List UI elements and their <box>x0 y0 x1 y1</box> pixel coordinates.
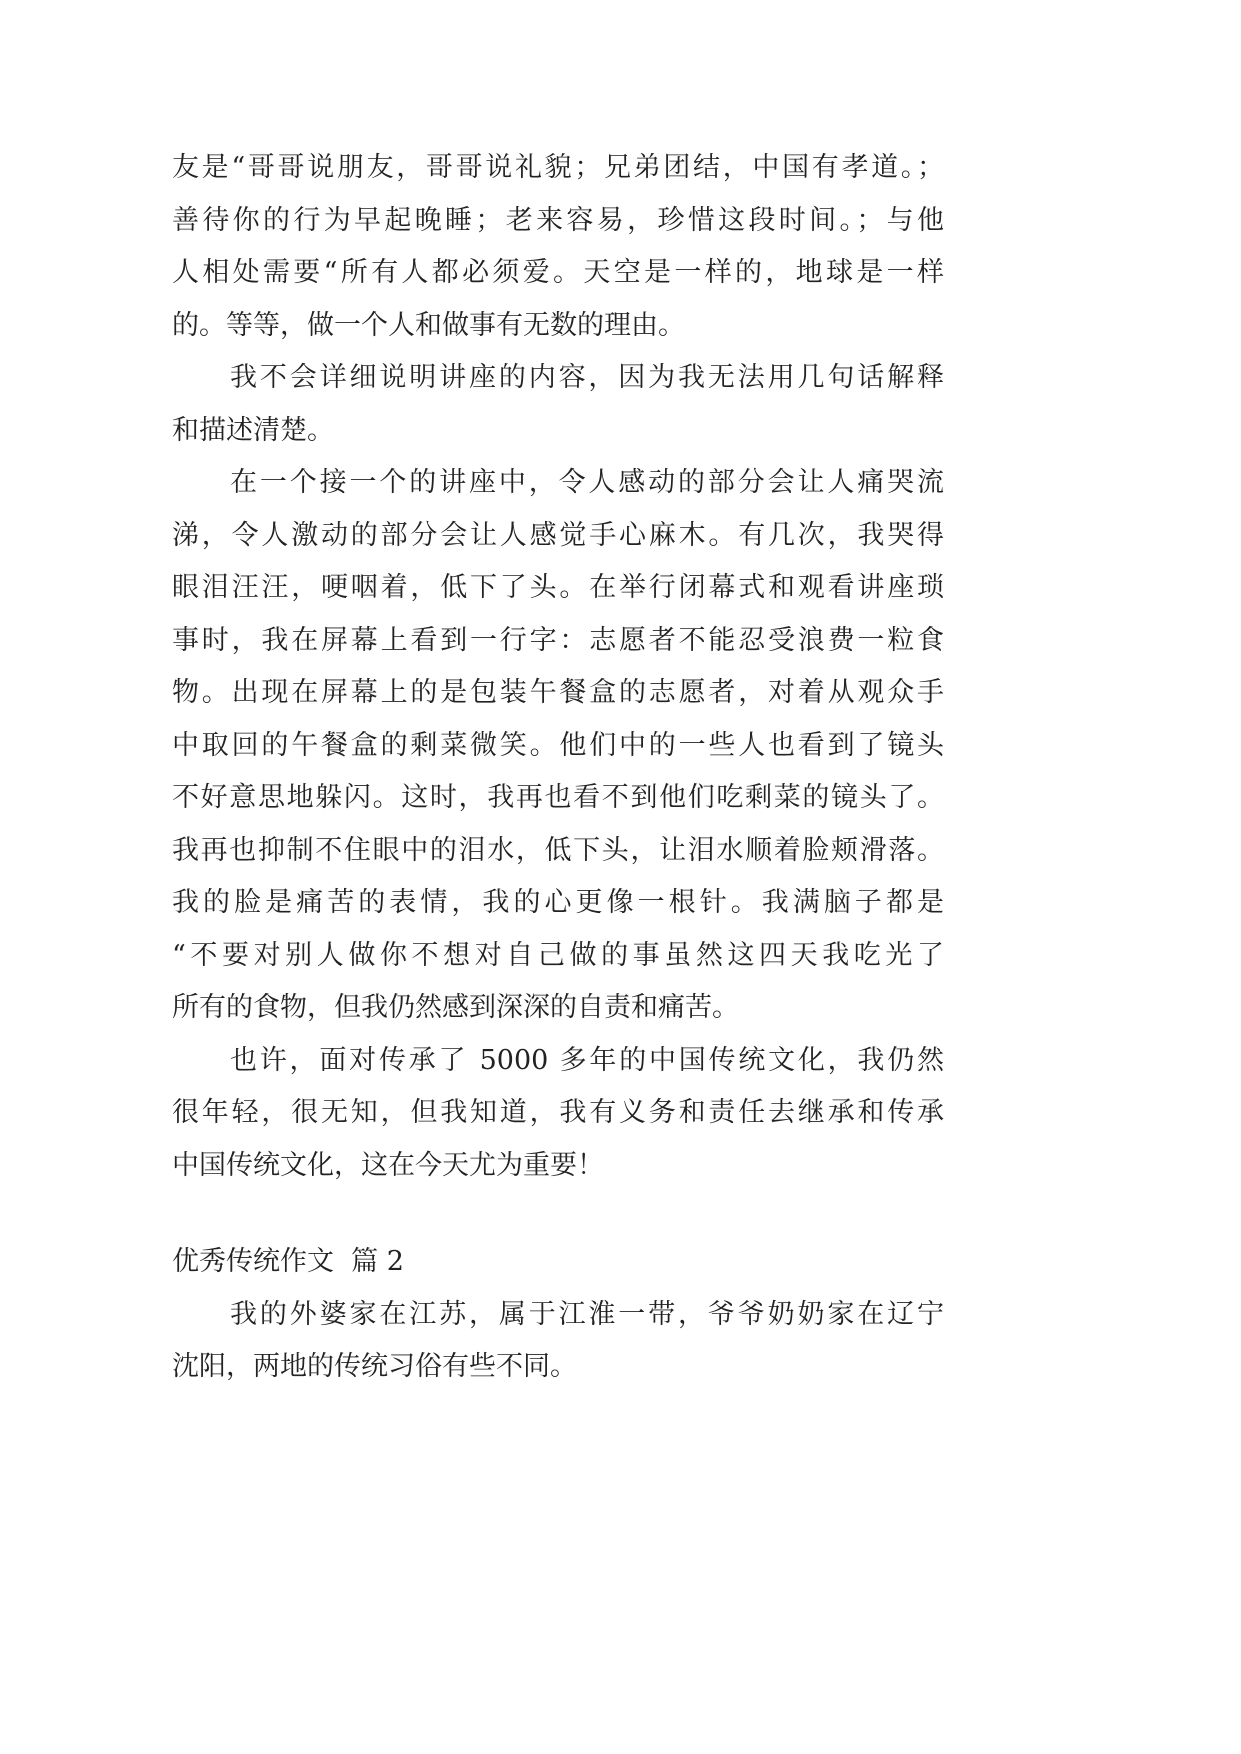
text-line: 在一个接一个的讲座中，令人感动的部分会让人痛哭流 <box>230 467 944 498</box>
text-line: 很年轻，很无知，但我知道，我有义务和责任去继承和传承 <box>172 1097 944 1128</box>
paragraph <box>172 1289 944 1394</box>
text-line: 中国传统文化，这在今天尤为重要！ <box>172 1149 604 1181</box>
text-line: 我再也抑制不住眼中的泪水，低下头，让泪水顺着脸颊滑落。 <box>172 834 944 866</box>
paragraph <box>172 457 944 1035</box>
text-line: 眼泪汪汪，哽咽着，低下了头。在举行闭幕式和观看讲座琐 <box>172 572 944 603</box>
text-line: 我不会详细说明讲座的内容，因为我无法用几句话解释 <box>230 362 944 393</box>
section-heading: 优秀传统作文 篇 2 <box>172 1246 404 1277</box>
paragraph <box>172 352 944 457</box>
text-line: 所有的食物，但我仍然感到深深的自责和痛苦。 <box>172 992 739 1023</box>
text-line: 不好意思地躲闪。这时，我再也看不到他们吃剩菜的镜头了。 <box>172 782 944 813</box>
paragraph <box>172 142 944 352</box>
text-line: 涕，令人激动的部分会让人感觉手心麻木。有几次，我哭得 <box>172 519 944 551</box>
text-line: 中取回的午餐盒的剩菜微笑。他们中的一些人也看到了镜头 <box>172 729 944 761</box>
document-body <box>172 142 944 1394</box>
text-line: “不要对别人做你不想对自己做的事虽然这四天我吃光了 <box>172 939 944 971</box>
text-line: 的。等等，做一个人和做事有无数的理由。 <box>172 309 685 341</box>
paragraph <box>172 1035 944 1193</box>
text-line: 我的脸是痛苦的表情，我的心更像一根针。我满脑子都是 <box>172 887 944 918</box>
text-line: 人相处需要“所有人都必须爱。天空是一样的，地球是一样 <box>172 257 944 288</box>
text-line: 也许，面对传承了 5000 多年的中国传统文化，我仍然 <box>230 1044 944 1076</box>
text-line: 我的外婆家在江苏，属于江淮一带，爷爷奶奶家在辽宁 <box>230 1298 944 1330</box>
text-line: 善待你的行为早起晚睡；老来容易，珍惜这段时间。；与他 <box>172 204 944 236</box>
text-line: 和描述清楚。 <box>172 414 334 446</box>
text-line: 事时，我在屏幕上看到一行字：志愿者不能忍受浪费一粒食 <box>172 624 944 656</box>
text-line: 沈阳，两地的传统习俗有些不同。 <box>172 1351 577 1382</box>
text-line: 友是“哥哥说朋友，哥哥说礼貌；兄弟团结，中国有孝道。； <box>172 152 944 183</box>
text-line: 物。出现在屏幕上的是包装午餐盒的志愿者，对着从观众手 <box>172 677 944 708</box>
